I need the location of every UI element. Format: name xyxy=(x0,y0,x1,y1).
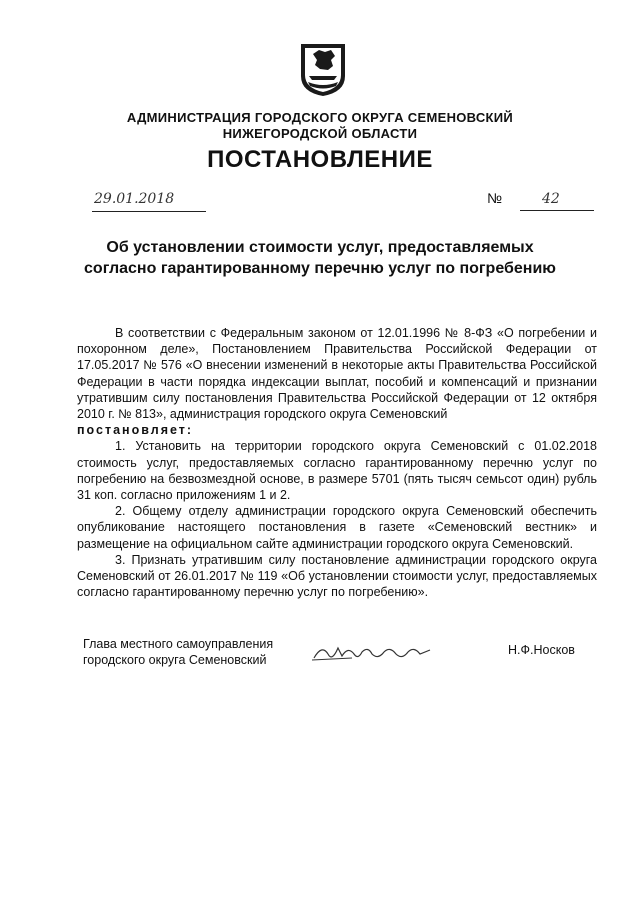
preamble-paragraph: В соответствии с Федеральным законом от 12.01.1996 № 8-ФЗ «О погребении и похоронном деле», Постановлением Правительства Российской Федерации от 17.05.2017 № 576 «О внесении изменений в некоторые акты Правительства Российской Федерации в части порядка индексации выплат, пособий и компенсаций и признании утратившим силу постановления Правительства Российской Федерации от 12 октября 2010 г. № 813», администрация городского округа Семеновский xyxy=(77,326,597,422)
document-title xyxy=(40,237,600,279)
item-2-paragraph: 2. Общему отделу администрации городского округа Семеновский обеспечить опубликование настоящего постановления в газете «Семеновский вестник» и размещение на официальном сайте администрации городского округа Семеновский. xyxy=(77,504,597,551)
handwritten-date: 29.01.2018 xyxy=(92,191,206,212)
handwritten-signature xyxy=(308,636,438,668)
document-type-heading: ПОСТАНОВЛЕНИЕ xyxy=(207,146,433,173)
document-body xyxy=(77,325,597,600)
number-label: № xyxy=(487,190,503,206)
title-line-2: согласно гарантированному перечню услуг по погребению xyxy=(84,260,556,277)
coat-of-arms-emblem xyxy=(298,42,348,98)
title-line-1: Об установлении стоимости услуг, предоставляемых xyxy=(106,239,534,256)
position-line-2: городского округа Семеновский xyxy=(83,653,267,667)
handwritten-number: 42 xyxy=(520,191,594,211)
organization-name xyxy=(0,110,640,142)
org-line-1: АДМИНИСТРАЦИЯ ГОРОДСКОГО ОКРУГА СЕМЕНОВСКИЙ xyxy=(126,110,514,125)
signatory-position xyxy=(83,636,273,668)
org-line-2: НИЖЕГОРОДСКОЙ ОБЛАСТИ xyxy=(222,126,418,141)
decree-word: постановляет: xyxy=(77,423,194,438)
position-line-1: Глава местного самоуправления xyxy=(83,637,274,651)
item-3-paragraph: 3. Признать утратившим силу постановление администрации городского округа Семеновский от 26.01.2017 № 119 «Об установлении стоимости услуг, предоставляемых согласно гарантированному перечню услуг по погребению». xyxy=(77,552,597,600)
item-1-paragraph: 1. Установить на территории городского округа Семеновский с 01.02.2018 стоимость услуг, предоставляемых согласно гарантированному перечню услуг по погребению на безвозмездной основе, в размере 5701 (пять тысяч семьсот один) рубль 31 коп. согласно приложениям 1 и 2. xyxy=(77,439,597,503)
signatory-name: Н.Ф.Носков xyxy=(508,643,575,657)
